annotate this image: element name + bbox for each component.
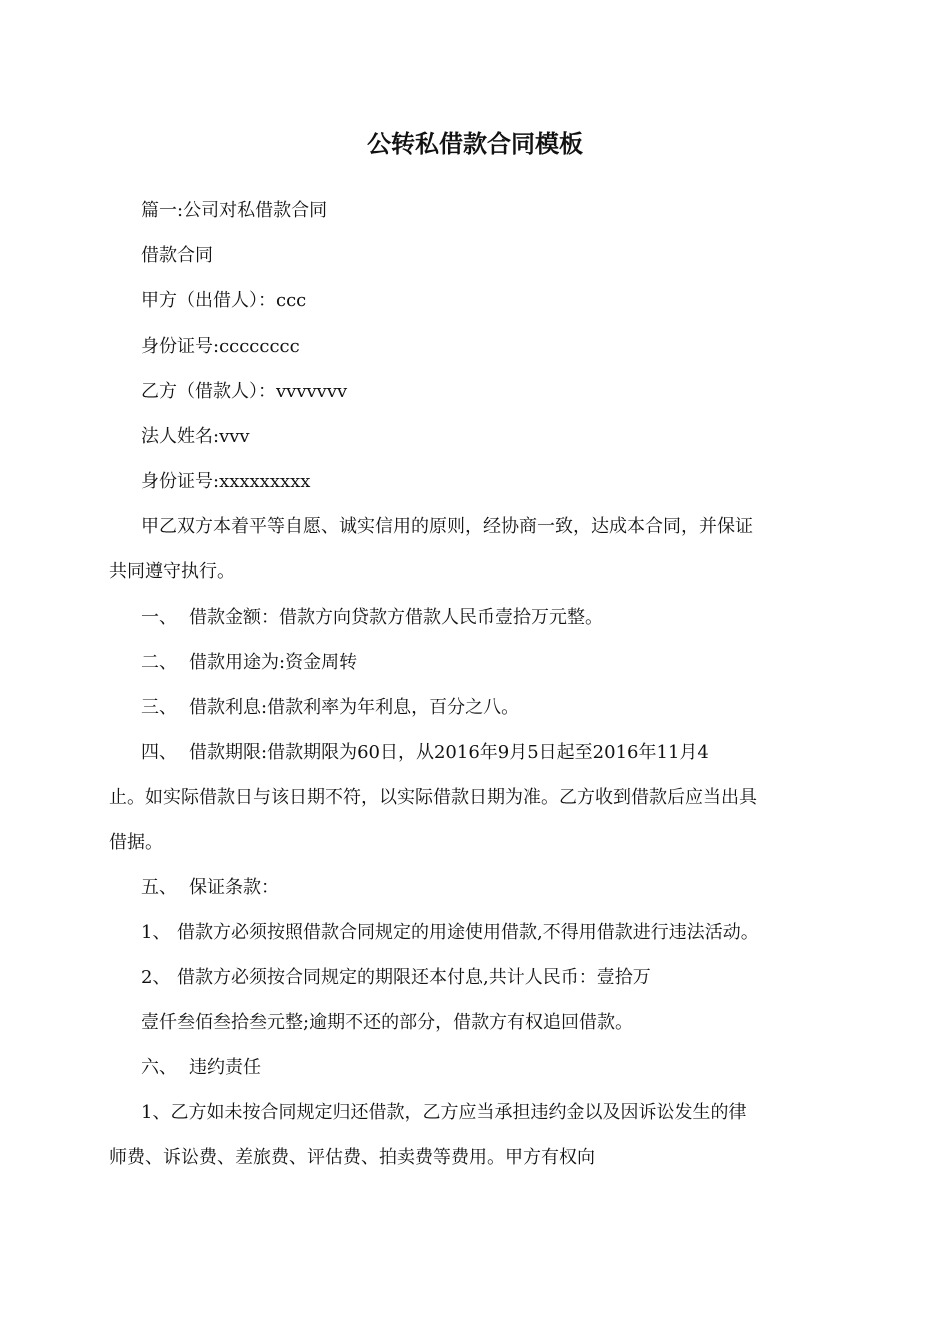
- clause-5: [109, 865, 876, 910]
- preamble-line-2: 共同遵守执行。: [109, 561, 235, 582]
- party-a-line: 甲方（出借人）：ccc: [141, 290, 307, 311]
- clause-1: [109, 595, 876, 640]
- clause-text: 借款期限:借款期限为60日，从2016年9月5日起至2016年11月4: [189, 742, 709, 763]
- sub-clause-number: 1、: [141, 922, 171, 943]
- breach-line-2: 师费、诉讼费、差旅费、评估费、拍卖费等费用。甲方有权向: [109, 1147, 595, 1168]
- legal-person-line: 法人姓名:vvv: [141, 426, 250, 447]
- clause-text: 保证条款：: [189, 877, 279, 898]
- clause-number: 六、: [141, 1057, 177, 1078]
- clause-6: [109, 1045, 876, 1090]
- sub-clause-text: 借款方必须按合同规定的期限还本付息,共计人民币：壹拾万: [177, 967, 651, 988]
- breach-line-1: 1、乙方如未按合同规定归还借款，乙方应当承担违约金以及因诉讼发生的律: [141, 1102, 747, 1123]
- sub-clause-number: 2、: [141, 967, 171, 988]
- clause-3: [109, 685, 876, 730]
- clause-number: 三、: [141, 697, 177, 718]
- preamble-line-1: 甲乙双方本着平等自愿、诚实信用的原则，经协商一致，达成本合同，并保证: [141, 516, 753, 537]
- sub-clause-2-continuation: 壹仟叁佰叁拾叁元整;逾期不还的部分，借款方有权追回借款。: [141, 1012, 634, 1033]
- party-b-id-line: 身份证号:xxxxxxxxx: [141, 471, 311, 492]
- clause-number: 二、: [141, 652, 177, 673]
- clause-text: 借款利息:借款利率为年利息，百分之八。: [189, 697, 520, 718]
- clause-number: 一、: [141, 607, 177, 628]
- clause-number: 四、: [141, 742, 177, 763]
- sub-clause-2: [109, 955, 876, 1000]
- clause-text: 借款金额：借款方向贷款方借款人民币壹拾万元整。: [189, 607, 603, 628]
- party-b-line: 乙方（借款人）：vvvvvvv: [141, 381, 348, 402]
- clause-4: [109, 730, 876, 775]
- sub-clause-1: [109, 910, 876, 955]
- contract-subtitle: 借款合同: [141, 245, 213, 266]
- document-title: 公转私借款合同模板: [367, 130, 583, 158]
- clause-text: 违约责任: [189, 1057, 261, 1078]
- clause-number: 五、: [141, 877, 177, 898]
- clause-text: 借款用途为:资金周转: [189, 652, 358, 673]
- clause-2: [109, 640, 876, 685]
- section-heading: 篇一:公司对私借款合同: [141, 200, 328, 221]
- clause-4-continuation-1: 止。如实际借款日与该日期不符，以实际借款日期为准。乙方收到借款后应当出具: [109, 787, 757, 808]
- sub-clause-text: 借款方必须按照借款合同规定的用途使用借款,不得用借款进行违法活动。: [177, 922, 759, 943]
- clause-4-continuation-2: 借据。: [109, 832, 163, 853]
- party-a-id-line: 身份证号:cccccccc: [141, 336, 300, 357]
